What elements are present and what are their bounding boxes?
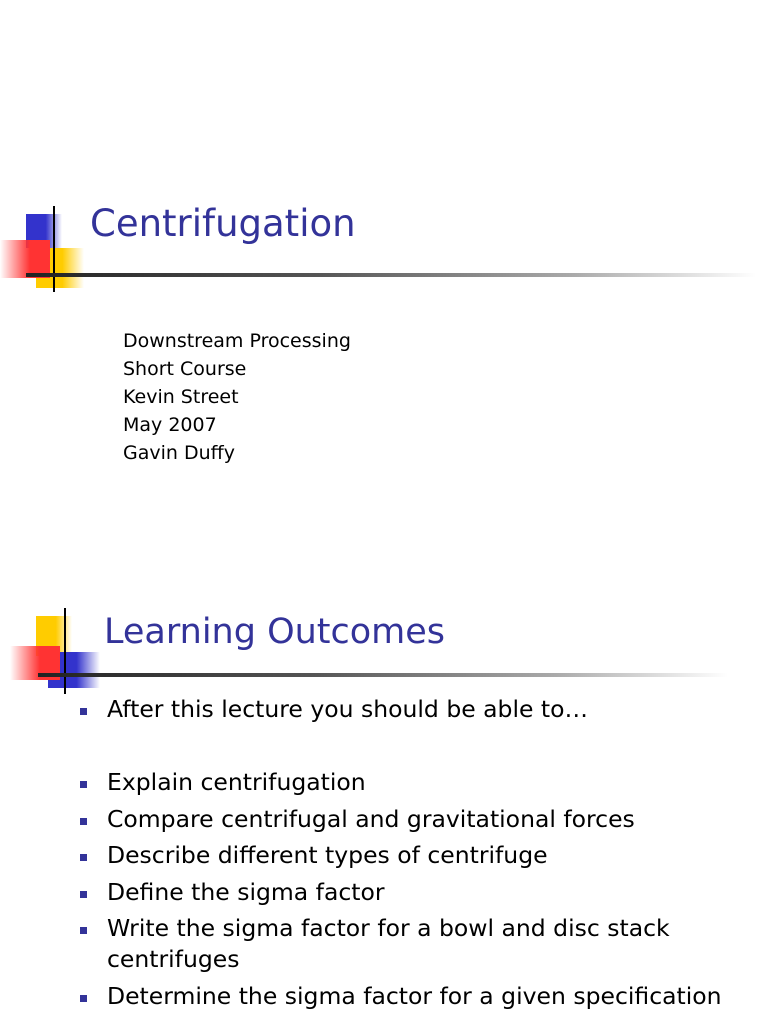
bullet-list [78, 694, 758, 1017]
subtitle-block [123, 327, 351, 467]
list-item: Describe different types of centrifuge [78, 840, 758, 871]
list-item: Write the sigma factor for a bowl and disc stack centrifuges [78, 913, 758, 975]
subtitle-line: May 2007 [123, 414, 217, 436]
list-item: After this lecture you should be able to… [78, 694, 758, 725]
square-bullet-icon [80, 818, 87, 825]
square-bullet-icon [80, 891, 87, 898]
subtitle-line: Kevin Street [123, 386, 239, 408]
square-bullet-icon [80, 781, 87, 788]
list-item: Compare centrifugal and gravitational forces [78, 804, 758, 835]
square-bullet-icon [80, 927, 87, 934]
list-item: Define the sigma factor [78, 877, 758, 908]
square-bullet-icon [80, 708, 87, 715]
square-bullet-icon [80, 995, 87, 1002]
slide-title: Learning Outcomes [104, 612, 446, 652]
vertical-line [53, 206, 55, 292]
title-underline [26, 273, 756, 277]
square-bullet-icon [80, 854, 87, 861]
list-item: Determine the sigma factor for a given specification [78, 981, 758, 1012]
subtitle-line: Short Course [123, 358, 247, 380]
vertical-line [64, 608, 66, 694]
subtitle-line: Downstream Processing [123, 330, 351, 352]
title-underline [38, 673, 728, 677]
list-item: Explain centrifugation [78, 767, 758, 798]
subtitle-line: Gavin Duffy [123, 442, 235, 464]
slide-title: Centrifugation [90, 202, 356, 245]
